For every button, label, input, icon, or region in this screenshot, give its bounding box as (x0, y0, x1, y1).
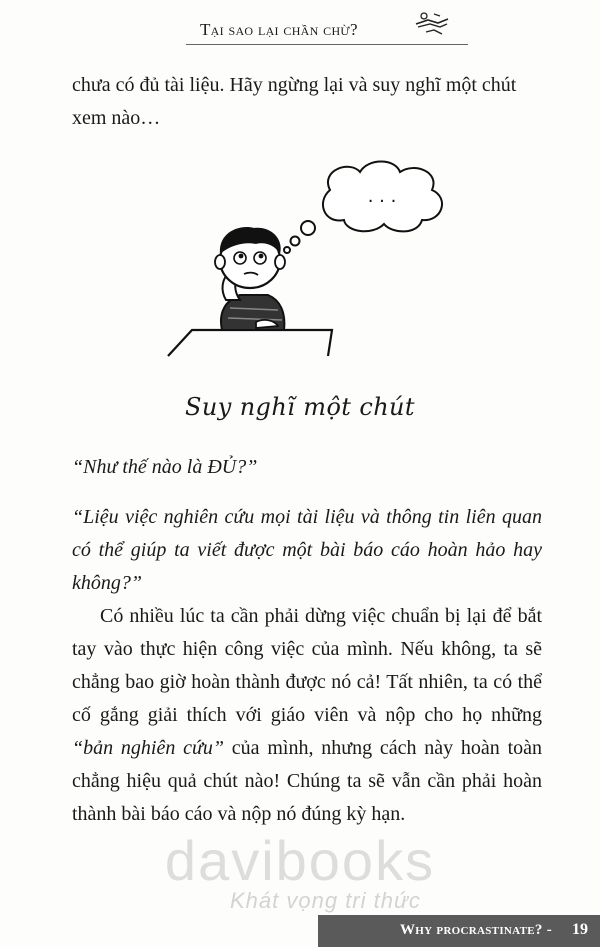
body-paragraph-part-2: của mình, nhưng cách này hoàn toàn chẳng hiệu quả chút nào! Chúng ta sẽ vẫn cần phải hoàn thành bài báo cáo và nộp nó đúng kỳ hạn. (72, 737, 543, 825)
thought-bubble (284, 162, 442, 254)
quote-research: “Liệu việc nghiên cứu mọi tài liệu và thông tin liên quan có thể giúp ta viết được một bài báo cáo hoàn hảo hay không?” (72, 506, 542, 594)
watermark-brand: davibooks (164, 829, 436, 892)
thinking-boy-illustration (160, 150, 460, 390)
footer-bar (318, 915, 600, 947)
illustration-caption: Suy nghĩ một chút (185, 393, 415, 421)
intro-paragraph: chưa có đủ tài liệu. Hãy ngừng lại và suy nghĩ một chút xem nào… (72, 74, 517, 129)
header-divider (186, 44, 468, 45)
reading-figure-icon (412, 10, 452, 40)
publisher-watermark (150, 828, 450, 928)
page-number: 19 (572, 921, 588, 938)
footer-book-title: Why procrastinate? - (399, 922, 552, 938)
body-paragraph-part-1: Có nhiều lúc ta cần phải dừng việc chuẩn bị lại để bắt tay vào thực hiện công việc của mình. Nếu không, ta sẽ chẳng bao giờ hoàn thành được nó cả! Tất nhiên, ta có thể cố gắng giải thích với giáo viên và nộp cho họ những (72, 605, 542, 726)
thought-bubble-dots: . . . (367, 186, 397, 207)
watermark-tagline: Khát vọng tri thức (230, 888, 421, 913)
running-header-title: Tại sao lại chần chừ? (200, 20, 358, 39)
running-header (188, 18, 468, 46)
body-paragraph-italic: “bản nghiên cứu” (72, 737, 225, 759)
body-paragraph (72, 600, 542, 831)
quote-enough: “Như thế nào là ĐỦ?” (72, 456, 258, 478)
